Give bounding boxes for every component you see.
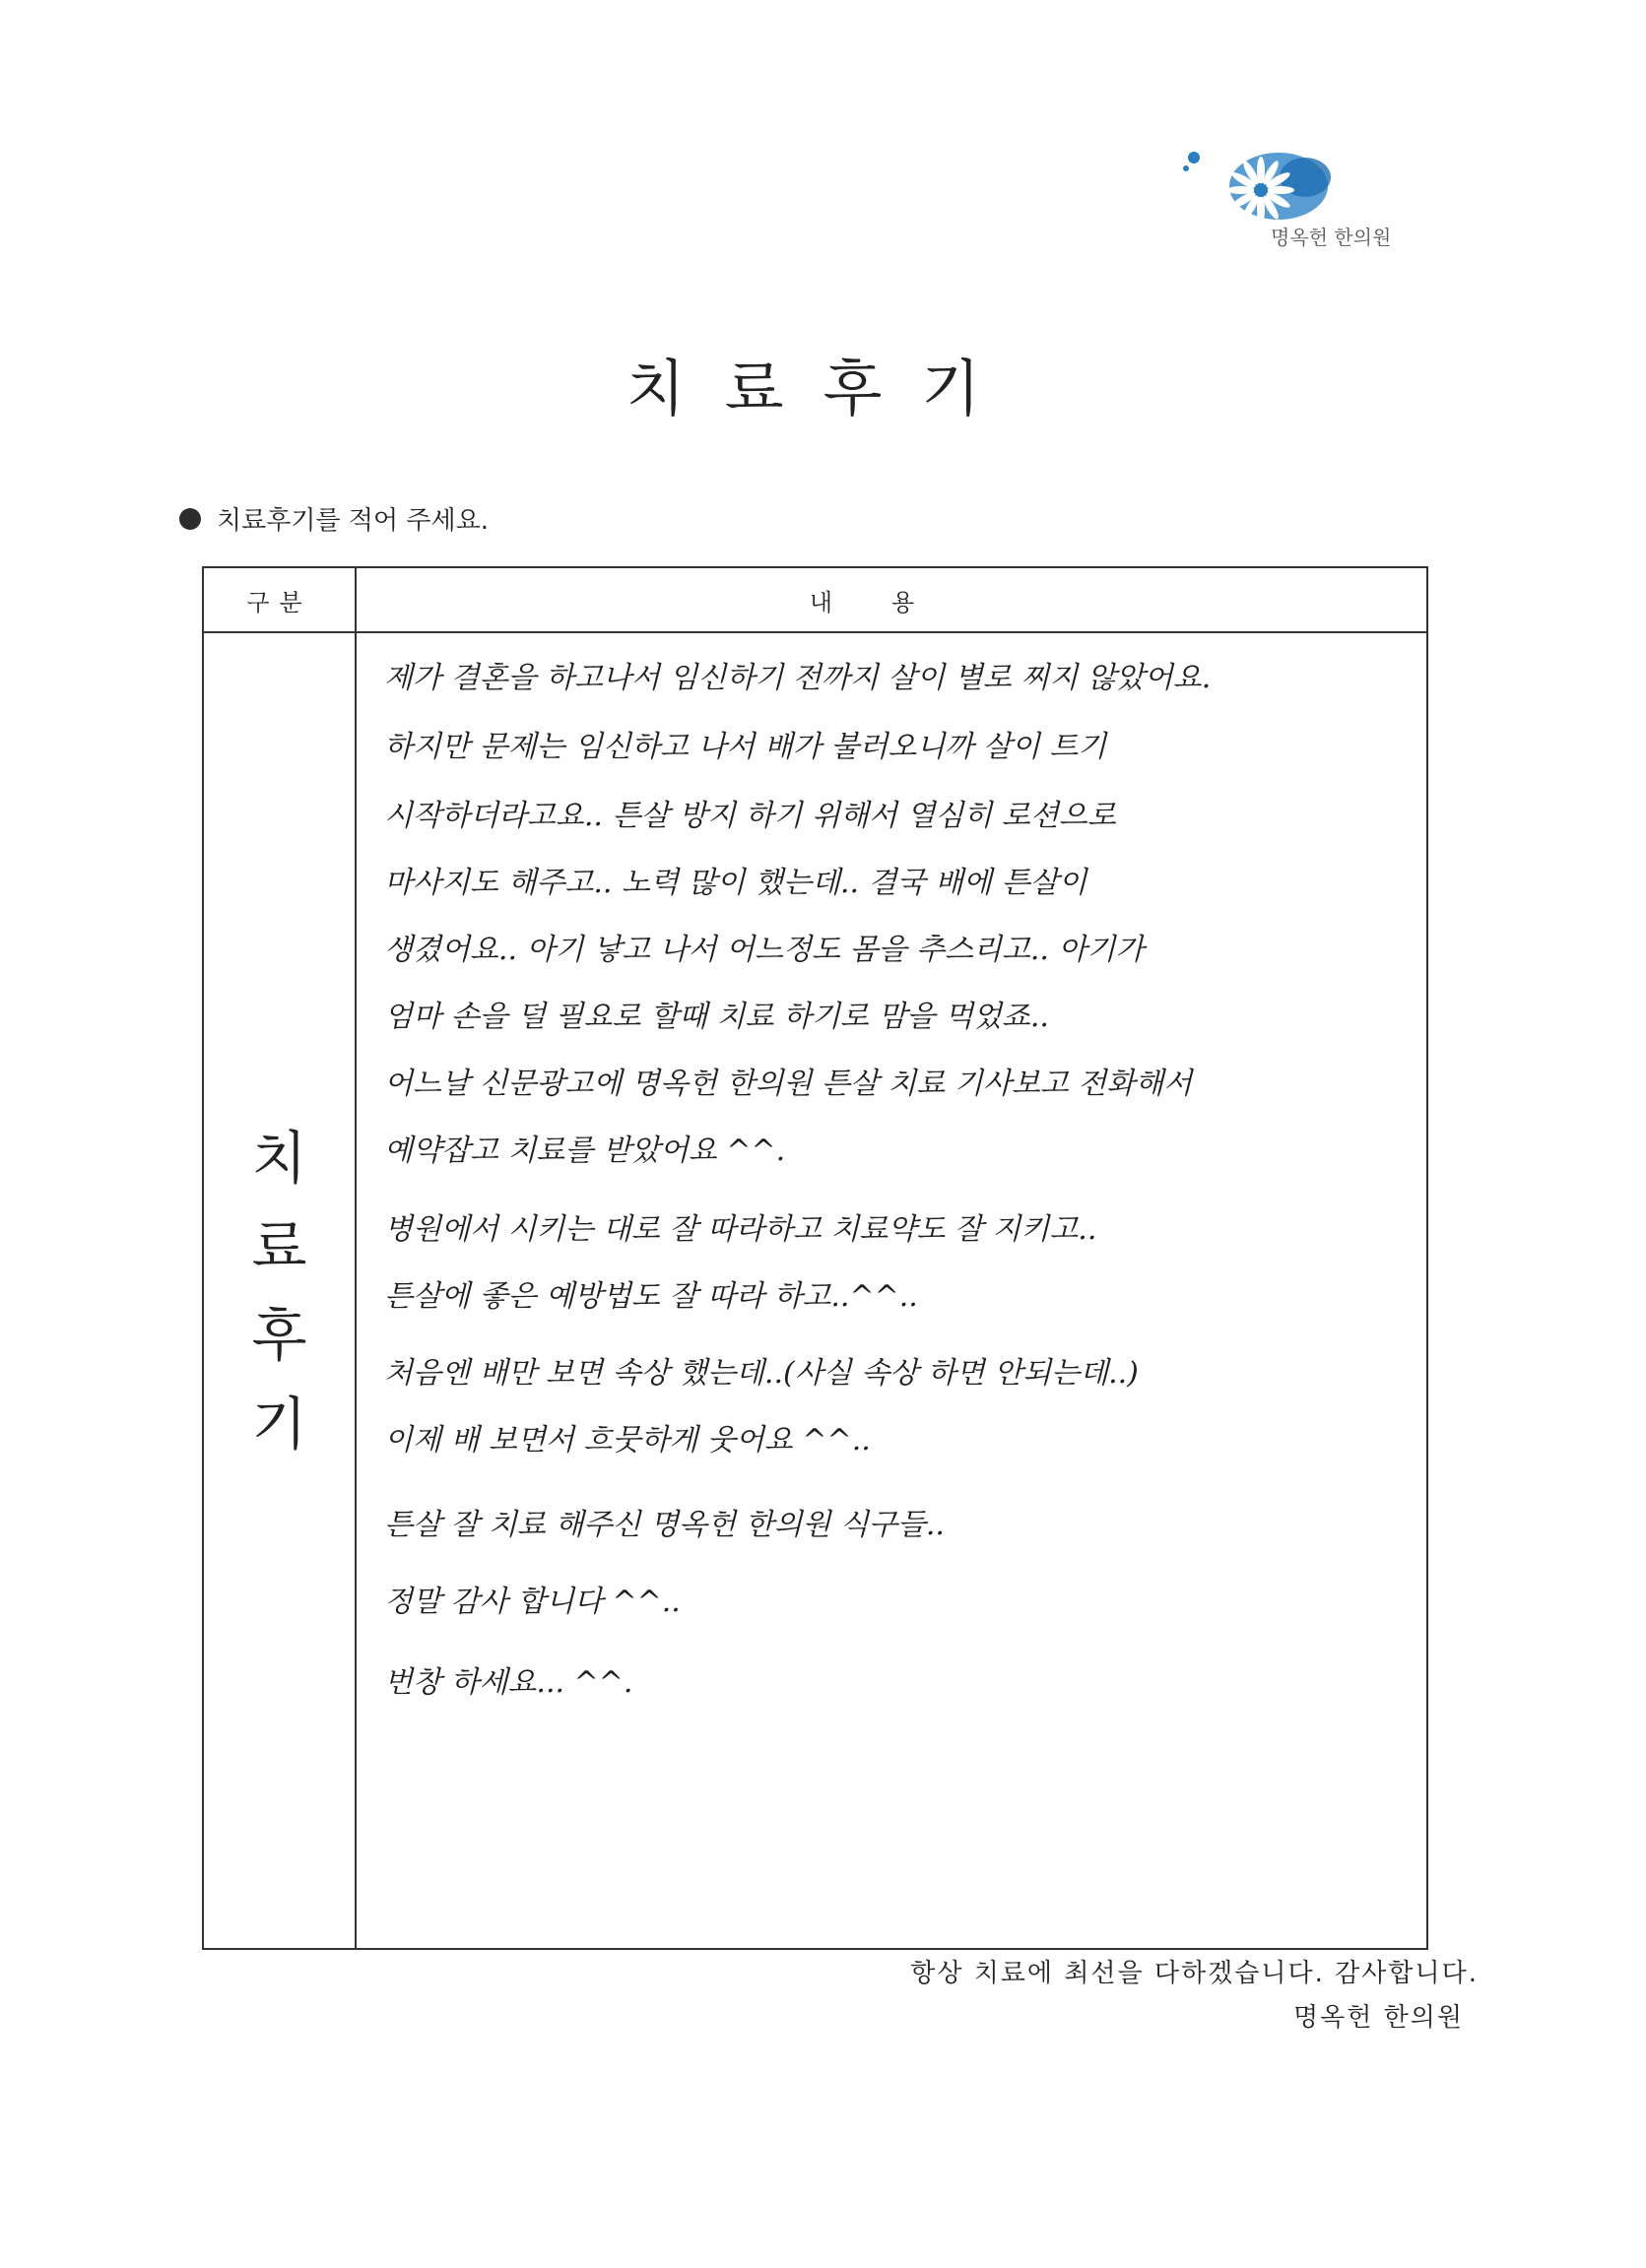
page-title: 치료후기 xyxy=(625,353,1021,424)
header-content: 내용 xyxy=(357,568,1426,633)
review-line: 시작하더라고요.. 튼살 방지 하기 위해서 열심히 로션으로 xyxy=(384,799,1116,833)
clinic-logo xyxy=(1182,143,1448,251)
side-label-char: 료 xyxy=(251,1212,307,1280)
bullet-icon xyxy=(179,508,201,530)
review-line: 튼살에 좋은 예방법도 잘 따라 하고..^^.. xyxy=(384,1279,918,1314)
review-line: 이제 배 보면서 흐뭇하게 웃어요 ^^.. xyxy=(384,1423,871,1458)
review-line: 예약잡고 치료를 받았어요 ^^. xyxy=(384,1134,786,1168)
review-line: 마사지도 해주고.. 노력 많이 했는데.. 결국 배에 튼살이 xyxy=(384,866,1087,900)
logo-text: 명옥헌 한의원 xyxy=(1271,226,1392,249)
review-content xyxy=(357,633,1426,1948)
review-line: 생겼어요.. 아기 낳고 나서 어느정도 몸을 추스리고.. 아기가 xyxy=(384,933,1145,967)
instruction-text: 치료후기를 적어 주세요. xyxy=(217,506,489,536)
header-category: 구분 xyxy=(204,568,357,633)
review-line: 정말 감사 합니다 ^^.. xyxy=(384,1585,681,1619)
closing-message: 항상 치료에 최선을 다하겠습니다. 감사합니다. xyxy=(910,1959,1479,1988)
instruction xyxy=(179,500,489,537)
review-line: 엄마 손을 덜 필요로 할때 치료 하기로 맘을 먹었죠.. xyxy=(384,1000,1049,1034)
review-line: 제가 결혼을 하고나서 임신하기 전까지 살이 별로 찌지 않았어요. xyxy=(384,661,1212,695)
review-line: 처음엔 배만 보면 속상 했는데..(사실 속상 하면 안되는데..) xyxy=(384,1356,1139,1391)
review-line: 하지만 문제는 임신하고 나서 배가 불러오니까 살이 트기 xyxy=(384,730,1107,764)
side-label-char: 기 xyxy=(251,1390,307,1458)
review-form-table xyxy=(202,566,1428,1950)
side-label-char: 후 xyxy=(251,1301,307,1369)
side-label-char: 치 xyxy=(251,1124,307,1192)
review-line: 번창 하세요... ^^. xyxy=(384,1665,633,1700)
review-line: 병원에서 시키는 대로 잘 따라하고 치료약도 잘 지키고.. xyxy=(384,1212,1097,1247)
side-label xyxy=(204,633,357,1948)
clinic-signature: 명옥헌 한의원 xyxy=(1293,2003,1464,2033)
review-line: 어느날 신문광고에 명옥헌 한의원 튼살 치료 기사보고 전화해서 xyxy=(384,1067,1193,1101)
review-line: 튼살 잘 치료 해주신 명옥헌 한의원 식구들.. xyxy=(384,1508,945,1542)
